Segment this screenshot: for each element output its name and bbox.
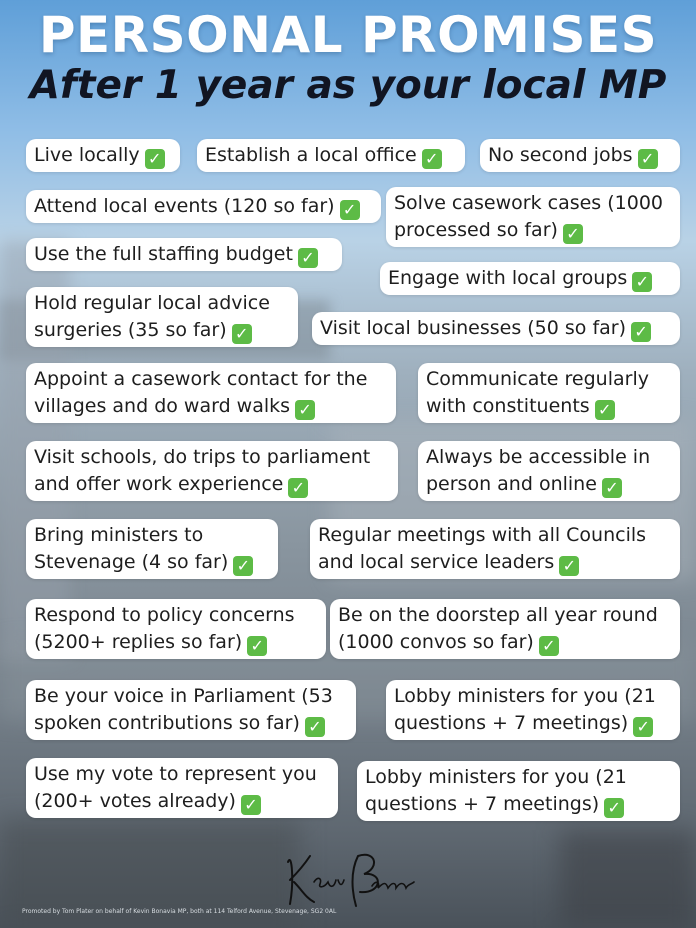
imprint-text: Promoted by Tom Plater on behalf of Kevin Bonavia MP, both at 114 Telford Avenue, Stevenage, SG2 0AL [22, 908, 337, 915]
promise-text: Bring ministers to Stevenage (4 so far) [34, 524, 229, 573]
check-mark-icon: ✓ [288, 478, 308, 498]
promise-card [386, 680, 680, 740]
promise-card [26, 190, 381, 223]
check-mark-icon: ✓ [295, 400, 315, 420]
promise-card [26, 139, 180, 172]
promise-card [26, 441, 398, 501]
promise-text: Establish a local office [205, 144, 417, 166]
promise-text: Be on the doorstep all year round (1000 convos so far) [338, 604, 658, 653]
check-mark-icon: ✓ [232, 324, 252, 344]
promise-text: Use the full staffing budget [34, 243, 293, 265]
promise-card [418, 363, 680, 423]
check-mark-icon: ✓ [632, 272, 652, 292]
check-mark-icon: ✓ [563, 224, 583, 244]
promise-card [312, 312, 680, 345]
check-mark-icon: ✓ [298, 248, 318, 268]
check-mark-icon: ✓ [340, 200, 360, 220]
check-mark-icon: ✓ [422, 149, 442, 169]
promise-card [26, 363, 396, 423]
check-mark-icon: ✓ [233, 556, 253, 576]
check-mark-icon: ✓ [559, 556, 579, 576]
promise-text: Be your voice in Parliament (53 spoken contributions so far) [34, 685, 333, 734]
promise-card [330, 599, 680, 659]
check-mark-icon: ✓ [247, 636, 267, 656]
promise-text: Live locally [34, 144, 140, 166]
check-mark-icon: ✓ [631, 322, 651, 342]
check-mark-icon: ✓ [305, 717, 325, 737]
check-mark-icon: ✓ [241, 795, 261, 815]
check-mark-icon: ✓ [602, 478, 622, 498]
promise-text: Lobby ministers for you (21 questions + 7 meetings) [394, 685, 656, 734]
promise-card [26, 238, 342, 271]
promise-text: Use my vote to represent you (200+ votes already) [34, 763, 317, 812]
promise-text: Lobby ministers for you (21 questions + 7 meetings) [365, 766, 627, 815]
promise-text: Visit schools, do trips to parliament and offer work experience [34, 446, 371, 495]
promise-card [380, 262, 680, 295]
promise-card [26, 758, 338, 818]
promise-text: Respond to policy concerns (5200+ replies so far) [34, 604, 295, 653]
promise-text: No second jobs [488, 144, 633, 166]
check-mark-icon: ✓ [638, 149, 658, 169]
promise-text: Appoint a casework contact for the villages and do ward walks [34, 368, 368, 417]
promise-card [26, 287, 298, 347]
promise-card [480, 139, 680, 172]
promise-card [26, 680, 356, 740]
check-mark-icon: ✓ [145, 149, 165, 169]
promise-text: Engage with local groups [388, 267, 628, 289]
promise-text: Attend local events (120 so far) [34, 195, 335, 217]
promise-card [310, 519, 680, 579]
check-mark-icon: ✓ [604, 798, 624, 818]
promise-text: Visit local businesses (50 so far) [320, 317, 627, 339]
check-mark-icon: ✓ [633, 717, 653, 737]
page-title: PERSONAL PROMISES [38, 6, 658, 64]
promise-card [418, 441, 680, 501]
promise-card [197, 139, 465, 172]
promise-text: Solve casework cases (1000 processed so far) [394, 192, 664, 241]
promise-card [386, 187, 680, 247]
promise-card [26, 599, 326, 659]
promise-text: Always be accessible in person and online [426, 446, 651, 495]
promise-text: Regular meetings with all Councils and local service leaders [318, 524, 647, 573]
promise-card [26, 519, 278, 579]
check-mark-icon: ✓ [595, 400, 615, 420]
promise-text: Hold regular local advice surgeries (35 so far) [34, 292, 270, 341]
signature-image [280, 842, 420, 912]
promise-text: Communicate regularly with constituents [426, 368, 649, 417]
check-mark-icon: ✓ [539, 636, 559, 656]
promise-card [357, 761, 680, 821]
page-subtitle: After 1 year as your local MP [29, 63, 667, 108]
